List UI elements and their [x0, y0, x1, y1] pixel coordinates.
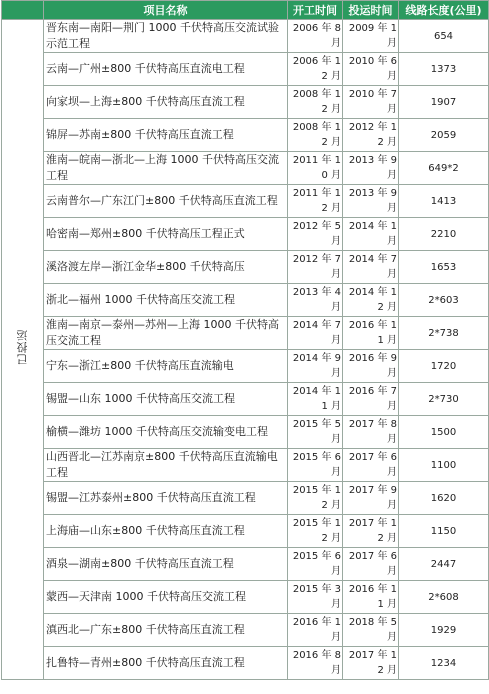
table-row — [2, 416, 489, 449]
start-date-cell: 2008 年 12 月 — [288, 119, 343, 152]
table-row — [2, 284, 489, 317]
project-name-cell: 云南—广州±800 千伏特高压直流电工程 — [44, 53, 288, 86]
project-name-cell: 榆横—潍坊 1000 千伏特高压交流输变电工程 — [44, 416, 288, 449]
header-row — [2, 1, 489, 20]
table-row — [2, 251, 489, 284]
table-row — [2, 86, 489, 119]
line-length-cell: 1653 — [399, 251, 489, 284]
project-name-cell: 滇西北—广东±800 千伏特高压直流工程 — [44, 614, 288, 647]
line-length-cell: 1100 — [399, 449, 489, 482]
start-date-cell: 2012 年 7 月 — [288, 251, 343, 284]
project-name-cell: 上海庙—山东±800 千伏特高压直流工程 — [44, 515, 288, 548]
commission-date-cell: 2014 年 1 月 — [343, 218, 399, 251]
table-row — [2, 53, 489, 86]
start-date-cell: 2015 年 3 月 — [288, 581, 343, 614]
line-length-cell: 2059 — [399, 119, 489, 152]
line-length-cell: 1373 — [399, 53, 489, 86]
line-length-cell: 2*603 — [399, 284, 489, 317]
line-length-cell: 2210 — [399, 218, 489, 251]
line-length-cell: 1929 — [399, 614, 489, 647]
commission-date-cell: 2013 年 9 月 — [343, 152, 399, 185]
status-label: 已投运 — [16, 329, 29, 365]
project-name-cell: 浙北—福州 1000 千伏特高压交流工程 — [44, 284, 288, 317]
header-line-length: 线路长度(公里) — [399, 1, 489, 20]
start-date-cell: 2006 年 12 月 — [288, 53, 343, 86]
table-row — [2, 119, 489, 152]
project-name-cell: 云南普尔—广东江门±800 千伏特高压直流工程 — [44, 185, 288, 218]
table-row — [2, 482, 489, 515]
table-row — [2, 350, 489, 383]
line-length-cell: 2447 — [399, 548, 489, 581]
line-length-cell: 1150 — [399, 515, 489, 548]
start-date-cell: 2011 年 10 月 — [288, 152, 343, 185]
line-length-cell: 1234 — [399, 647, 489, 680]
line-length-cell: 1413 — [399, 185, 489, 218]
line-length-cell: 2*608 — [399, 581, 489, 614]
start-date-cell: 2016 年 1 月 — [288, 614, 343, 647]
line-length-cell: 1500 — [399, 416, 489, 449]
status-group-cell — [2, 20, 44, 680]
start-date-cell: 2014 年 9 月 — [288, 350, 343, 383]
start-date-cell: 2014 年 11 月 — [288, 383, 343, 416]
table-row — [2, 317, 489, 350]
line-length-cell: 654 — [399, 20, 489, 53]
commission-date-cell: 2014 年 7 月 — [343, 251, 399, 284]
project-name-cell: 酒泉—湖南±800 千伏特高压直流工程 — [44, 548, 288, 581]
header-commission-date: 投运时间 — [343, 1, 399, 20]
project-name-cell: 扎鲁特—青州±800 千伏特高压直流工程 — [44, 647, 288, 680]
start-date-cell: 2015 年 6 月 — [288, 548, 343, 581]
start-date-cell: 2015 年 5 月 — [288, 416, 343, 449]
commission-date-cell: 2018 年 5 月 — [343, 614, 399, 647]
start-date-cell: 2015 年 12 月 — [288, 482, 343, 515]
uhv-project-table — [1, 0, 489, 680]
commission-date-cell: 2014 年 12 月 — [343, 284, 399, 317]
commission-date-cell: 2010 年 7 月 — [343, 86, 399, 119]
table-row — [2, 185, 489, 218]
table-row — [2, 581, 489, 614]
start-date-cell: 2016 年 8 月 — [288, 647, 343, 680]
start-date-cell: 2008 年 12 月 — [288, 86, 343, 119]
start-date-cell: 2013 年 4 月 — [288, 284, 343, 317]
commission-date-cell: 2016 年 9 月 — [343, 350, 399, 383]
commission-date-cell: 2013 年 9 月 — [343, 185, 399, 218]
start-date-cell: 2014 年 7 月 — [288, 317, 343, 350]
start-date-cell: 2015 年 12 月 — [288, 515, 343, 548]
table-row — [2, 449, 489, 482]
project-name-cell: 锡盟—山东 1000 千伏特高压交流工程 — [44, 383, 288, 416]
commission-date-cell: 2017 年 6 月 — [343, 449, 399, 482]
table-body — [2, 20, 489, 680]
project-name-cell: 向家坝—上海±800 千伏特高压直流工程 — [44, 86, 288, 119]
project-name-cell: 蒙西—天津南 1000 千伏特高压交流工程 — [44, 581, 288, 614]
table-row — [2, 548, 489, 581]
table-row — [2, 218, 489, 251]
project-name-cell: 哈密南—郑州±800 千伏特高压工程正式 — [44, 218, 288, 251]
commission-date-cell: 2012 年 12 月 — [343, 119, 399, 152]
project-name-cell: 宁东—浙江±800 千伏特高压直流输电 — [44, 350, 288, 383]
commission-date-cell: 2017 年 12 月 — [343, 515, 399, 548]
line-length-cell: 2*738 — [399, 317, 489, 350]
line-length-cell: 1620 — [399, 482, 489, 515]
start-date-cell: 2015 年 6 月 — [288, 449, 343, 482]
commission-date-cell: 2010 年 6 月 — [343, 53, 399, 86]
header-project-name: 项目名称 — [44, 1, 288, 20]
table-row — [2, 383, 489, 416]
commission-date-cell: 2017 年 12 月 — [343, 647, 399, 680]
table-row — [2, 20, 489, 53]
project-name-cell: 锦屏—苏南±800 千伏特高压直流工程 — [44, 119, 288, 152]
table-row — [2, 614, 489, 647]
start-date-cell: 2012 年 5 月 — [288, 218, 343, 251]
commission-date-cell: 2009 年 1 月 — [343, 20, 399, 53]
line-length-cell: 1720 — [399, 350, 489, 383]
commission-date-cell: 2017 年 8 月 — [343, 416, 399, 449]
project-name-cell: 溪洛渡左岸—浙江金华±800 千伏特高压 — [44, 251, 288, 284]
header-start-date: 开工时间 — [288, 1, 343, 20]
project-name-cell: 锡盟—江苏泰州±800 千伏特高压直流工程 — [44, 482, 288, 515]
start-date-cell: 2011 年 12 月 — [288, 185, 343, 218]
table-row — [2, 515, 489, 548]
commission-date-cell: 2016 年 11 月 — [343, 317, 399, 350]
commission-date-cell: 2017 年 6 月 — [343, 548, 399, 581]
commission-date-cell: 2016 年 11 月 — [343, 581, 399, 614]
line-length-cell: 649*2 — [399, 152, 489, 185]
line-length-cell: 2*730 — [399, 383, 489, 416]
table-row — [2, 152, 489, 185]
project-name-cell: 淮南—皖南—浙北—上海 1000 千伏特高压交流工程 — [44, 152, 288, 185]
project-name-cell: 山西晋北—江苏南京±800 千伏特高压直流输电工程 — [44, 449, 288, 482]
project-name-cell: 晋东南—南阳—荆门 1000 千伏特高压交流试验示范工程 — [44, 20, 288, 53]
table-row — [2, 647, 489, 680]
start-date-cell: 2006 年 8 月 — [288, 20, 343, 53]
header-status — [2, 1, 44, 20]
commission-date-cell: 2017 年 9 月 — [343, 482, 399, 515]
commission-date-cell: 2016 年 7 月 — [343, 383, 399, 416]
line-length-cell: 1907 — [399, 86, 489, 119]
project-name-cell: 淮南—南京—泰州—苏州—上海 1000 千伏特高压交流工程 — [44, 317, 288, 350]
